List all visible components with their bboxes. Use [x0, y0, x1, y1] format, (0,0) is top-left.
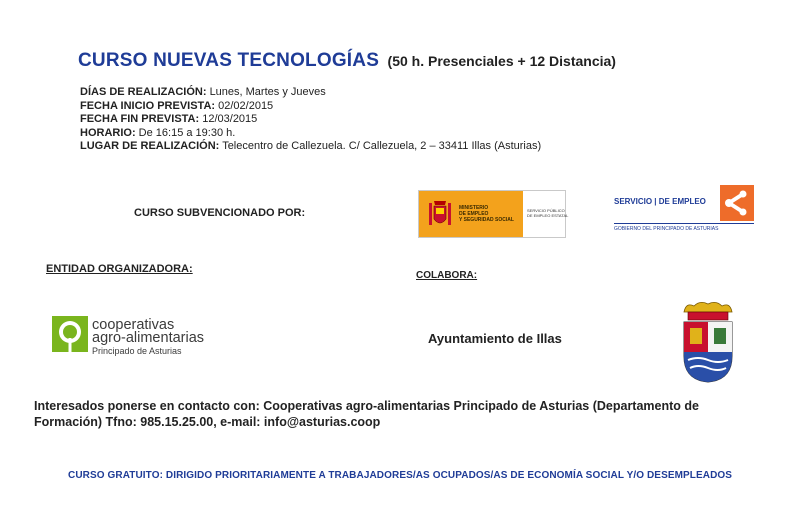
servicio-empleo-logo-icon	[720, 185, 754, 221]
footer-notice: CURSO GRATUITO: DIRIGIDO PRIORITARIAMENTE A TRABAJADORES/AS OCUPADOS/AS DE ECONOMÍA SOCIAL Y/O DESEMPLEADOS	[68, 470, 733, 481]
course-hours: (50 h. Presenciales + 12 Distancia)	[387, 53, 616, 69]
illas-coat-of-arms-icon	[678, 300, 738, 384]
sponsor-label: CURSO SUBVENCIONADO POR:	[134, 207, 306, 219]
servicio-footer: GOBIERNO DEL PRINCIPADO DE ASTURIAS	[614, 226, 719, 232]
coop-logo-line3: Principado de Asturias	[92, 346, 182, 356]
servicio-text: SERVICIO | DE EMPLEO	[614, 197, 706, 206]
servicio-empleo-logo	[612, 184, 758, 236]
detail-fin: FECHA FIN PREVISTA: 12/03/2015	[80, 113, 258, 125]
cooperativas-logo-icon	[52, 316, 88, 356]
sepe-text: SERVICIO PÚBLICO DE EMPLEO ESTATAL	[527, 208, 569, 218]
cooperativas-logo	[52, 316, 232, 358]
organizer-label: ENTIDAD ORGANIZADORA:	[46, 263, 193, 275]
course-details	[80, 86, 541, 154]
coop-logo-line2: agro-alimentarias	[92, 330, 205, 346]
collaborator-label: COLABORA:	[416, 270, 478, 281]
contact-info: Interesados ponerse en contacto con: Cooperativas agro-alimentarias Principado de Asturias (Departamento de Formación) Tfno: 985.15.25.00, e-mail: info@asturias.coop	[34, 399, 699, 429]
ministerio-logo	[418, 190, 569, 238]
course-title-main: CURSO NUEVAS TECNOLOGÍAS	[78, 50, 380, 71]
course-title	[78, 50, 616, 72]
detail-inicio: FECHA INICIO PREVISTA: 02/02/2015	[80, 99, 274, 112]
detail-lugar: LUGAR DE REALIZACIÓN: Telecentro de Callezuela. C/ Callezuela, 2 – 33411 Illas (Asturias)	[80, 140, 542, 152]
collaborator-name: Ayuntamiento de Illas	[428, 331, 562, 346]
ministerio-text: MINISTERIO DE EMPLEO Y SEGURIDAD SOCIAL	[459, 205, 514, 223]
coop-logo-line1: cooperativas	[92, 317, 175, 333]
detail-horario: HORARIO: De 16:15 a 19:30 h.	[80, 126, 236, 139]
spain-coat-of-arms-icon	[427, 197, 453, 231]
detail-dias: DÍAS DE REALIZACIÓN: Lunes, Martes y Jueves	[80, 86, 326, 98]
